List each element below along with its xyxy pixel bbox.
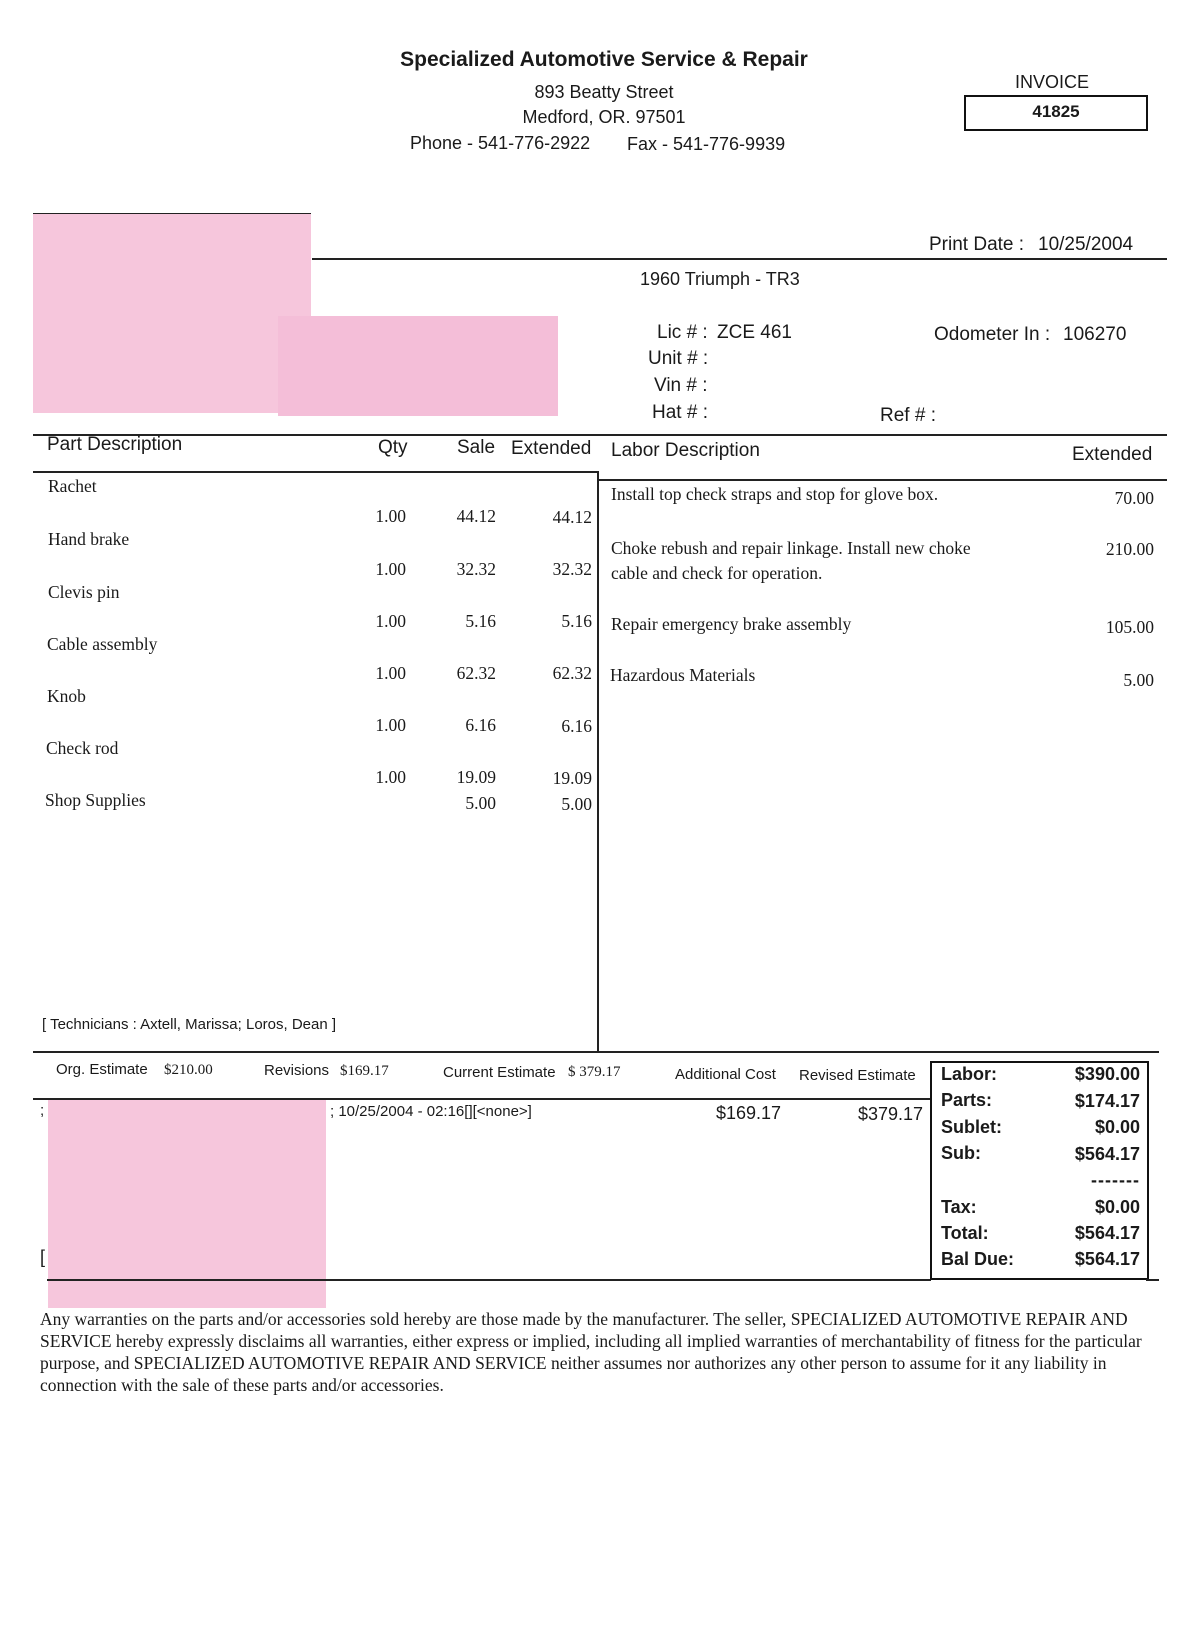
- total-value: $564.17: [1074, 1223, 1140, 1243]
- part-sale: 6.16: [465, 715, 496, 735]
- print-date-label: Print Date :: [929, 234, 1025, 255]
- part-extended: 6.16: [561, 716, 592, 736]
- warranty-disclaimer: Any warranties on the parts and/or accessories sold hereby are those made by the manufacturer. The seller, SPECIALIZED AUTOMOTIVE REPAIR AND SERVICE hereby expressly disclaims all warranties, either express or implied, including all implied warranties of merchantability of fitness for the particular purpose, and SPECIALIZED AUTOMOTIVE REPAIR AND SERVICE neither assumes nor authorizes any other person to assume for it any liability in connection with the sale of these parts and/or accessories.: [40, 1309, 1142, 1395]
- unit-label: Unit # :: [648, 348, 709, 369]
- part-sale: 5.16: [465, 611, 496, 631]
- tax-value: $0.00: [1094, 1197, 1140, 1217]
- parts-total-value: $174.17: [1074, 1091, 1140, 1111]
- labor-description-cont: cable and check for operation.: [611, 563, 823, 583]
- part-qty: 1.00: [375, 559, 406, 579]
- part-description: Check rod: [46, 738, 119, 758]
- part-sale: 19.09: [456, 767, 496, 787]
- hat-label: Hat # :: [652, 402, 708, 423]
- shop-phone: Phone - 541-776-2922: [410, 133, 591, 153]
- part-extended: 44.12: [552, 507, 592, 527]
- labor-description: Install top check straps and stop for glove box.: [611, 484, 939, 504]
- part-description: Knob: [47, 686, 86, 706]
- part-extended: 5.00: [561, 794, 592, 814]
- labor-total-value: $390.00: [1074, 1064, 1140, 1084]
- labor-extended: 105.00: [1105, 617, 1154, 637]
- part-qty: 1.00: [375, 715, 406, 735]
- shop-fax: Fax - 541-776-9939: [627, 134, 786, 154]
- vehicle-title: 1960 Triumph - TR3: [640, 269, 800, 289]
- lic-value: ZCE 461: [717, 322, 792, 343]
- parts-total-label: Parts:: [941, 1090, 993, 1110]
- part-extended: 5.16: [561, 611, 592, 631]
- part-sale: 44.12: [456, 506, 496, 526]
- shop-street: 893 Beatty Street: [534, 82, 674, 102]
- part-extended: 62.32: [552, 663, 592, 683]
- estimate-entry: ; 10/25/2004 - 02:16[][<none>]: [330, 1103, 532, 1120]
- parts-header-sale: Sale: [457, 437, 496, 458]
- labor-description: Hazardous Materials: [610, 665, 756, 685]
- part-sale: 32.32: [456, 559, 496, 579]
- labor-extended: 70.00: [1114, 488, 1154, 508]
- tax-label: Tax:: [941, 1197, 977, 1217]
- sublet-label: Sublet:: [941, 1117, 1002, 1137]
- balance-due-label: Bal Due:: [941, 1249, 1015, 1269]
- sub-value: $564.17: [1074, 1144, 1140, 1164]
- entry-additional-cost: $169.17: [716, 1103, 782, 1123]
- parts-header-description: Part Description: [47, 434, 183, 455]
- org-estimate-value: $210.00: [164, 1062, 213, 1078]
- current-estimate-value: $ 379.17: [568, 1064, 621, 1080]
- labor-header-description: Labor Description: [611, 440, 760, 461]
- part-sale: 62.32: [456, 663, 496, 683]
- ref-label: Ref # :: [880, 405, 936, 426]
- labor-description: Repair emergency brake assembly: [611, 614, 852, 634]
- total-label: Total:: [941, 1223, 989, 1243]
- invoice-label: INVOICE: [1015, 72, 1090, 92]
- part-qty: 1.00: [375, 663, 406, 683]
- part-qty: 1.00: [375, 767, 406, 787]
- shop-name: Specialized Automotive Service & Repair: [400, 48, 808, 71]
- part-description: Shop Supplies: [45, 790, 146, 810]
- part-sale: 5.00: [465, 793, 496, 813]
- technicians: [ Technicians : Axtell, Marissa; Loros, Dean ]: [42, 1016, 337, 1033]
- org-estimate-label: Org. Estimate: [56, 1061, 148, 1078]
- part-qty: 1.00: [375, 506, 406, 526]
- labor-extended: 210.00: [1105, 539, 1154, 559]
- part-extended: 32.32: [552, 559, 592, 579]
- part-description: Hand brake: [48, 529, 130, 549]
- redacted-customer-address: [278, 316, 558, 416]
- part-description: Clevis pin: [48, 582, 120, 602]
- labor-header-extended: Extended: [1072, 444, 1153, 465]
- totals-divider: -------: [1091, 1170, 1140, 1190]
- labor-total-label: Labor:: [941, 1064, 997, 1084]
- redacted-estimate-entry: [48, 1100, 326, 1308]
- entry-revised-estimate: $379.17: [858, 1104, 924, 1124]
- print-date-value: 10/25/2004: [1038, 234, 1134, 255]
- estimate-bracket: [: [40, 1247, 46, 1267]
- current-estimate-label: Current Estimate: [443, 1064, 556, 1081]
- labor-extended: 5.00: [1123, 670, 1154, 690]
- vin-label: Vin # :: [654, 375, 708, 396]
- odometer-label: Odometer In :: [934, 324, 1051, 345]
- redacted-customer-info: [33, 213, 311, 413]
- parts-header-qty: Qty: [378, 437, 408, 458]
- invoice-number: 41825: [964, 95, 1148, 131]
- shop-city: Medford, OR. 97501: [522, 107, 686, 127]
- part-qty: 1.00: [375, 611, 406, 631]
- revised-estimate-label: Revised Estimate: [799, 1067, 916, 1084]
- labor-description: Choke rebush and repair linkage. Install new choke: [611, 538, 971, 558]
- part-description: Rachet: [48, 476, 97, 496]
- balance-due-value: $564.17: [1074, 1249, 1140, 1269]
- lic-label: Lic # :: [657, 322, 708, 343]
- revisions-value: $169.17: [340, 1063, 389, 1079]
- sub-label: Sub:: [941, 1143, 981, 1163]
- part-description: Cable assembly: [47, 634, 158, 654]
- estimate-entry-prefix: ;: [40, 1102, 45, 1119]
- additional-cost-label: Additional Cost: [675, 1066, 776, 1083]
- odometer-value: 106270: [1063, 324, 1127, 345]
- revisions-label: Revisions: [264, 1062, 330, 1079]
- part-extended: 19.09: [552, 768, 592, 788]
- parts-header-extended: Extended: [511, 438, 592, 459]
- sublet-value: $0.00: [1094, 1117, 1140, 1137]
